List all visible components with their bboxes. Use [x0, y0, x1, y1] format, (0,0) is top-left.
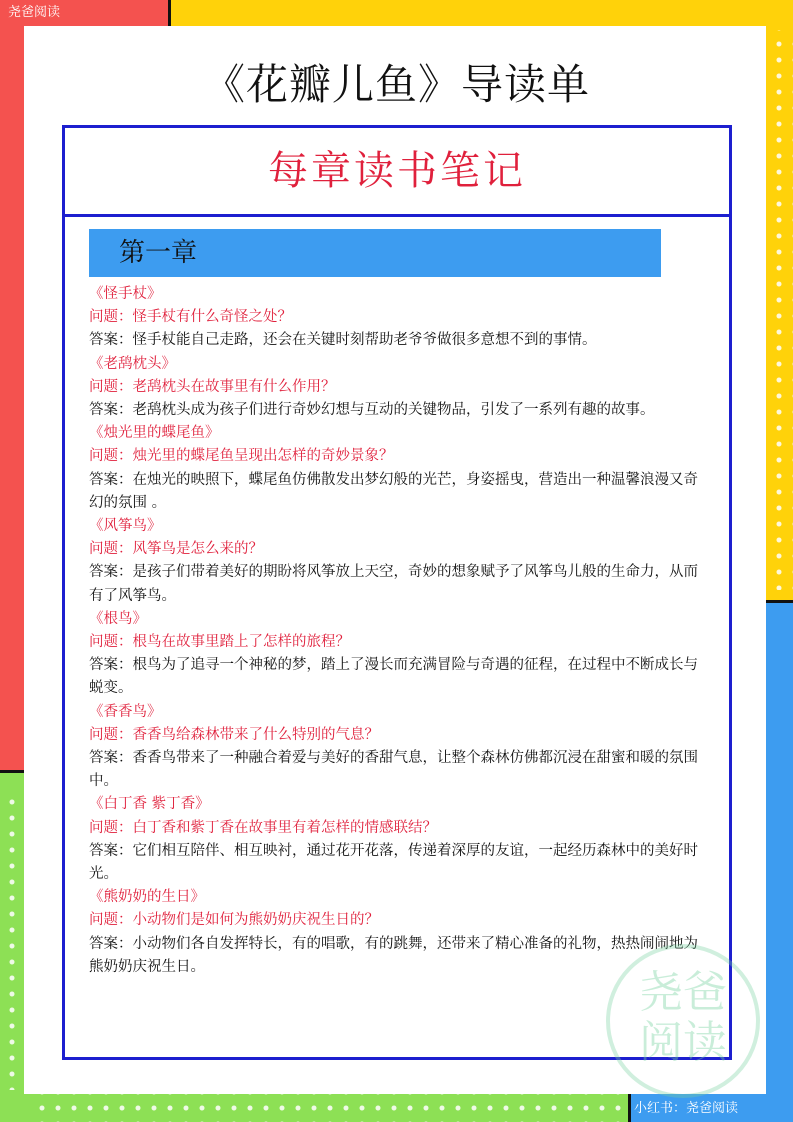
note-question: 问题：香香鸟给森林带来了什么特别的气息？: [89, 726, 379, 743]
dot-pattern-left: [0, 790, 24, 1090]
note-answer: 答案：香香鸟带来了一种融合着爱与美好的香甜气息，让整个森林仿佛都沉浸在甜蜜和暖的氛围中。: [89, 750, 698, 790]
watermark-text: 尧爸: [639, 967, 727, 1018]
frame-divider: [628, 1094, 631, 1122]
chapter-title: 第一章: [119, 238, 198, 268]
note-title: 《老鸹枕头》: [89, 355, 176, 372]
note-question: 问题：老鸹枕头在故事里有什么作用？: [89, 378, 336, 395]
note-item: [89, 283, 709, 353]
note-item: [89, 793, 709, 886]
frame-divider: [0, 770, 24, 773]
note-title: 《根鸟》: [89, 610, 147, 627]
note-title: 《烛光里的蝶尾鱼》: [89, 425, 220, 442]
note-title: 《怪手杖》: [89, 286, 162, 302]
note-answer: 答案：怪手杖能自己走路，还会在关键时刻帮助老爷爷做很多意想不到的事情。: [89, 332, 597, 349]
note-item: [89, 608, 709, 701]
dot-pattern-right: [766, 30, 793, 590]
note-question: 问题：烛光里的蝶尾鱼呈现出怎样的奇妙景象？: [89, 448, 394, 465]
frame-block-top-yellow: [170, 0, 793, 26]
note-answer: 答案：是孩子们带着美好的期盼将风筝放上天空，奇妙的想象赋予了风筝鸟儿般的生命力，从而有了风筝鸟。: [89, 564, 698, 604]
note-title: 《白丁香 紫丁香》: [89, 796, 210, 813]
note-title: 《熊奶奶的生日》: [89, 889, 205, 906]
subtitle-box: [62, 125, 732, 217]
note-title: 《香香鸟》: [89, 703, 162, 720]
notes-box: [62, 214, 732, 1060]
dot-pattern-bottom: [30, 1094, 630, 1122]
watermark-text: 阅读: [639, 1017, 727, 1068]
note-answer: 答案：它们相互陪伴、相互映衬，通过花开花落，传递着深厚的友谊，一起经历森林中的美好时光。: [89, 842, 698, 883]
note-question: 问题：怪手杖有什么奇怪之处？: [89, 309, 292, 326]
note-answer: 答案：老鸹枕头成为孩子们进行奇妙幻想与互动的关键物品，引发了一系列有趣的故事。: [89, 402, 655, 419]
note-answer: 答案：根鸟为了追寻一个神秘的梦，踏上了漫长而充满冒险与奇遇的征程，在过程中不断成长与蜕变。: [89, 657, 698, 697]
note-item: [89, 886, 709, 979]
note-item: [89, 701, 709, 794]
frame-divider: [766, 600, 793, 603]
page-subtitle: 每章读书笔记: [268, 148, 526, 194]
note-item: [89, 422, 709, 515]
brand-label-bottom: 小红书：尧爸阅读: [634, 1101, 739, 1116]
note-answer: 答案：在烛光的映照下，蝶尾鱼仿佛散发出梦幻般的光芒，身姿摇曳，营造出一种温馨浪漫又奇幻的氛围 。: [89, 471, 698, 511]
frame-block-left-red: [0, 0, 24, 772]
watermark-stamp: [606, 944, 760, 1098]
frame-divider: [168, 0, 171, 26]
note-question: 问题：小动物们是如何为熊奶奶庆祝生日的？: [89, 912, 379, 929]
frame-block-right-blue: [766, 602, 793, 1122]
notes-list: [89, 283, 709, 979]
note-question: 问题：根鸟在故事里踏上了怎样的旅程？: [89, 634, 350, 651]
note-item: [89, 515, 709, 608]
brand-label-top: 尧爸阅读: [8, 5, 61, 20]
note-question: 问题：白丁香和紫丁香在故事里有着怎样的情感联结？: [89, 819, 437, 836]
page-title: 《花瓣儿鱼》导读单: [202, 60, 590, 109]
note-question: 问题：风筝鸟是怎么来的？: [89, 541, 263, 558]
chapter-header: [89, 229, 661, 277]
note-title: 《风筝鸟》: [89, 518, 162, 535]
note-answer: 答案：小动物们各自发挥特长，有的唱歌，有的跳舞，还带来了精心准备的礼物，热热闹闹地为熊奶奶庆祝生日。: [89, 935, 698, 975]
note-item: [89, 353, 709, 423]
